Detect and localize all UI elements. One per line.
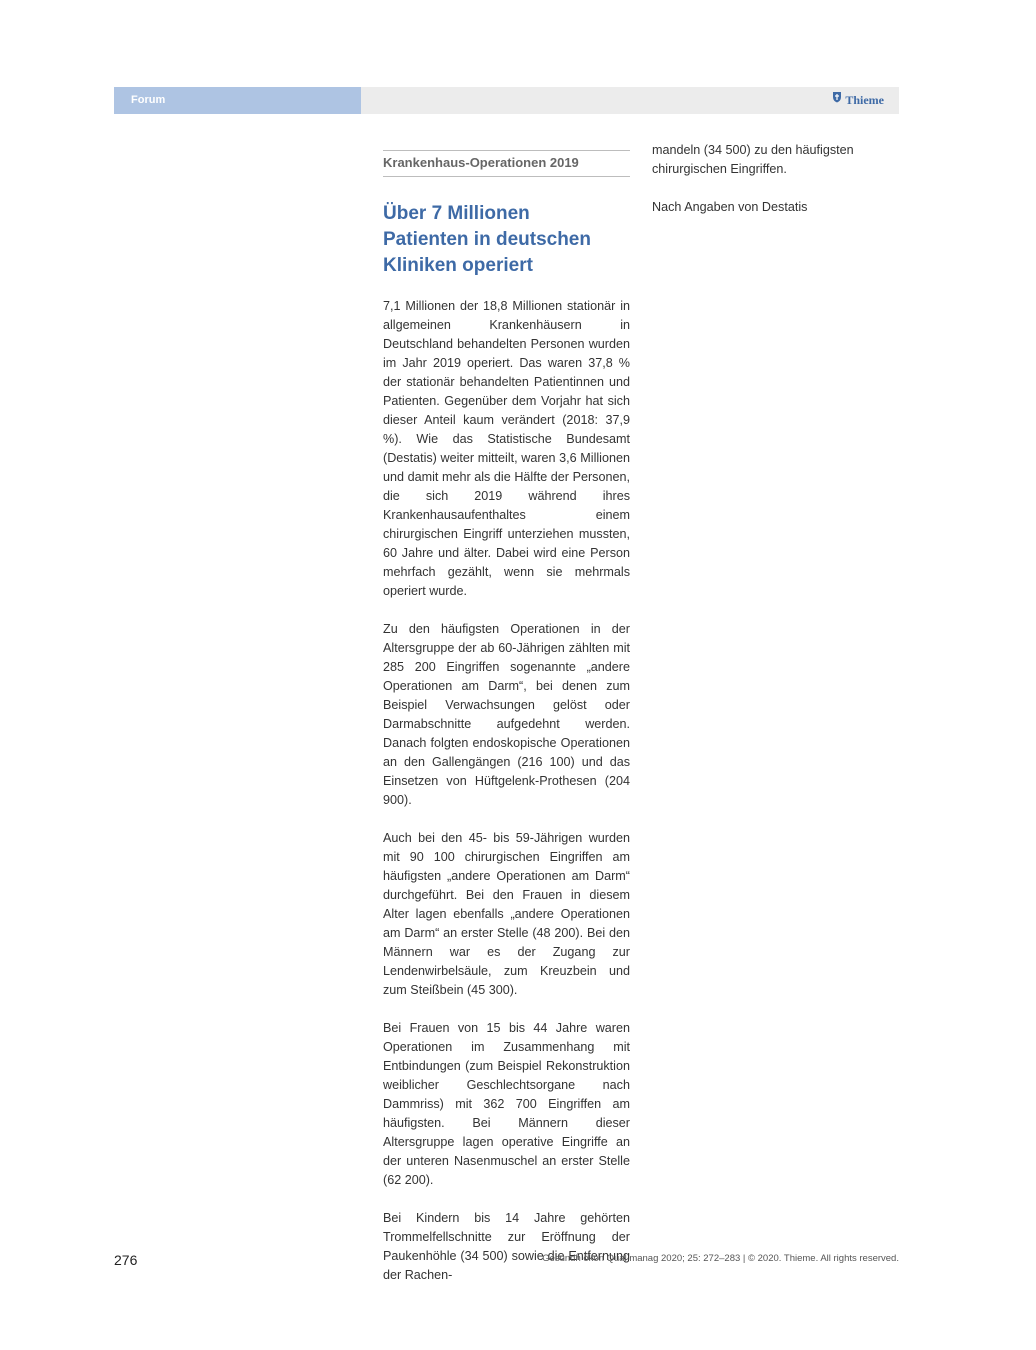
publisher-brand xyxy=(832,87,884,114)
body-paragraph: 7,1 Millionen der 18,8 Millionen stationär in allgemeinen Krankenhäusern in Deutschland behandelten Personen wurden im Jahr 2019 operiert. Das waren 37,8 % der stationär behandelten Patientinnen und Patienten. Gegenüber dem Vorjahr hat sich dieser Anteil kaum verändert (2018: 37,9 %). Wie das Statistische Bundesamt (Destatis) weiter mitteilt, waren 3,6 Millionen und damit mehr als die Hälfte der Personen, die sich 2019 während ihres Krankenhausaufenthaltes einem chirurgischen Eingriff unterziehen mussten, 60 Jahre und älter. Dabei wird eine Person mehrfach gezählt, wenn sie mehrmals operiert wurde. xyxy=(383,299,630,598)
brand-name: Thieme xyxy=(845,93,884,107)
section-label: Forum xyxy=(114,87,361,114)
body-paragraph: Bei Frauen von 15 bis 44 Jahre waren Operationen im Zusammenhang mit Entbindungen (zum Beispiel Rekonstruktion weiblicher Geschlechtsorgane nach Dammriss) mit 362 700 Eingriffen am häufigsten. Bei Männern dieser Altersgruppe lagen operative Eingriffe an der unteren Nasenmuschel an erster Stelle (62 200). xyxy=(383,1021,630,1187)
source-note: Nach Angaben von Destatis xyxy=(652,200,808,214)
article-body xyxy=(383,297,630,1285)
header-bar xyxy=(114,87,899,114)
journal-citation: Gesundh ökon Qual manag 2020; 25: 272–283 | © 2020. Thieme. All rights reserved. xyxy=(542,1253,899,1264)
headline-line: Patienten in deutschen xyxy=(383,229,591,250)
page-number: 276 xyxy=(114,1252,138,1268)
body-paragraph: Auch bei den 45- bis 59-Jährigen wurden mit 90 100 chirurgischen Eingriffen am häufigsten „andere Operationen am Darm“ durchgeführt. Bei den Frauen in diesem Alter lagen ebenfalls „andere Operationen am Darm“ an erster Stelle (48 200). Bei den Männern war es der Zugang zur Lendenwirbelsäule, zum Kreuzbein und zum Steißbein (45 300). xyxy=(383,831,630,997)
body-paragraph: Bei Kindern bis 14 Jahre gehörten Trommelfellschnitte zur Eröffnung der Paukenhöhle (34 500) sowie die Entfernung der Rachen- xyxy=(383,1211,630,1282)
article-kicker: Krankenhaus-Operationen 2019 xyxy=(383,150,630,177)
article-main-column xyxy=(383,150,630,1285)
thieme-logo-icon xyxy=(832,86,842,113)
continuation-paragraph: mandeln (34 500) zu den häufigsten chirurgischen Eingriffen. xyxy=(652,143,854,176)
headline-line: Über 7 Millionen xyxy=(383,203,530,224)
article-headline xyxy=(383,201,630,279)
headline-line: Kliniken operiert xyxy=(383,255,533,276)
article-continuation-column xyxy=(652,141,899,217)
body-paragraph: Zu den häufigsten Operationen in der Altersgruppe der ab 60-Jährigen zählten mit 285 200 Eingriffen sogenannte „andere Operationen am Darm“, bei denen zum Beispiel Verwachsungen gelöst oder Darmabschnitte aufgedehnt werden. Danach folgten endoskopische Operationen an den Gallengängen (216 100) und das Einsetzen von Hüftgelenk-Prothesen (204 900). xyxy=(383,622,630,807)
